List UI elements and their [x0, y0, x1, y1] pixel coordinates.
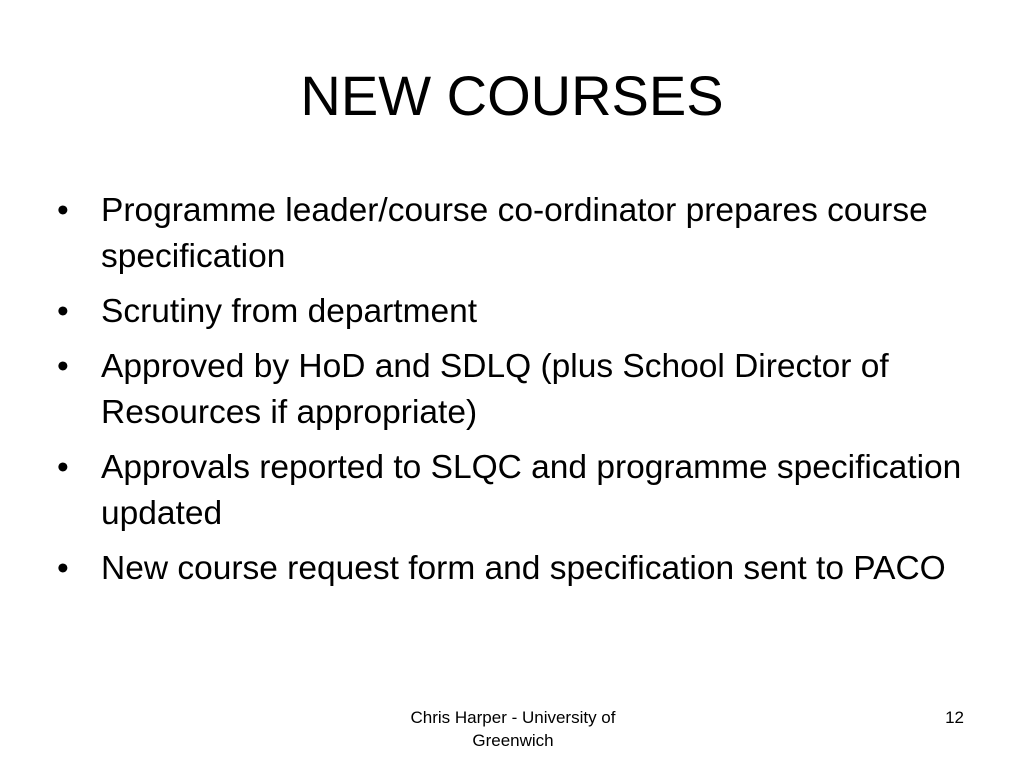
bullet-item: [57, 546, 967, 592]
bullet-dot-icon: •: [57, 293, 69, 330]
bullet-dot-icon: •: [57, 550, 69, 587]
bullet-text: New course request form and specification sent to PACO: [101, 550, 946, 587]
page-number: 12: [945, 708, 964, 727]
bullet-item: [57, 445, 967, 537]
bullet-text: Approvals reported to SLQC and programme specification updated: [101, 449, 962, 532]
bullet-text: Approved by HoD and SDLQ (plus School Director of Resources if appropriate): [101, 348, 889, 431]
bullet-list: [57, 188, 967, 601]
bullet-text: Programme leader/course co-ordinator prepares course specification: [101, 192, 928, 275]
bullet-dot-icon: •: [57, 348, 69, 385]
bullet-dot-icon: •: [57, 449, 69, 486]
footer-author: Chris Harper - University of Greenwich: [410, 708, 616, 750]
bullet-text: Scrutiny from department: [101, 293, 478, 330]
bullet-item: [57, 289, 967, 335]
bullet-item: [57, 344, 967, 436]
bullet-dot-icon: •: [57, 192, 69, 229]
bullet-item: [57, 188, 967, 280]
slide-title: NEW COURSES: [300, 64, 724, 127]
